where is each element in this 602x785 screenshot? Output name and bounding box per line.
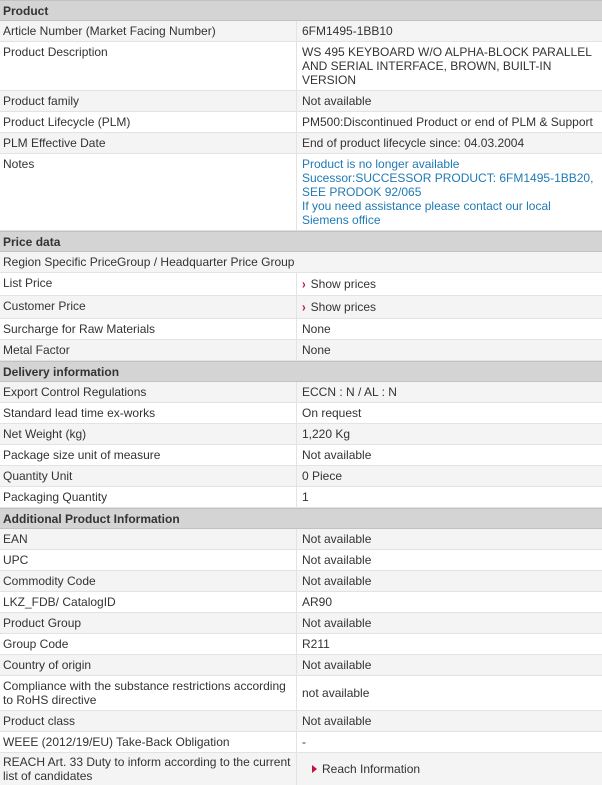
row-region-price-group bbox=[0, 252, 602, 273]
row-label: Product Lifecycle (PLM) bbox=[3, 115, 131, 129]
row-value: Not available bbox=[302, 94, 372, 108]
row-article-number bbox=[0, 21, 602, 42]
section-title: Product bbox=[3, 4, 49, 18]
row-list-price bbox=[0, 273, 602, 296]
row-value: PM500:Discontinued Product or end of PLM & Support bbox=[302, 115, 593, 129]
row-net-weight bbox=[0, 424, 602, 445]
row-export-control bbox=[0, 382, 602, 403]
row-product-description bbox=[0, 42, 602, 91]
row-lead-time bbox=[0, 403, 602, 424]
row-customer-price bbox=[0, 296, 602, 319]
row-label: Country of origin bbox=[3, 658, 92, 672]
row-label: WEEE (2012/19/EU) Take-Back Obligation bbox=[3, 735, 230, 749]
row-product-class bbox=[0, 711, 602, 732]
row-value: AR90 bbox=[302, 595, 333, 609]
row-product-family bbox=[0, 91, 602, 112]
row-value: None bbox=[302, 343, 331, 357]
notes-line-assistance: If you need assistance please contact our local Siemens office bbox=[302, 199, 551, 227]
row-plm-date bbox=[0, 133, 602, 154]
row-label: Surcharge for Raw Materials bbox=[3, 322, 156, 336]
row-label: Product Description bbox=[3, 45, 108, 59]
row-value: WS 495 KEYBOARD W/O ALPHA-BLOCK PARALLEL AND SERIAL INTERFACE, BROWN, BUILT-IN VERSION bbox=[302, 45, 592, 87]
row-value: Not available bbox=[302, 616, 372, 630]
section-header-delivery bbox=[0, 361, 602, 382]
row-value: R211 bbox=[302, 637, 330, 651]
row-quantity-unit bbox=[0, 466, 602, 487]
row-weee bbox=[0, 732, 602, 753]
notes-line-successor: Sucessor:SUCCESSOR PRODUCT: 6FM1495-1BB20, SEE PRODOK 92/065 bbox=[302, 171, 594, 199]
row-reach bbox=[0, 753, 602, 785]
row-value: 1,220 Kg bbox=[302, 427, 351, 441]
row-label: Packaging Quantity bbox=[3, 490, 108, 504]
row-notes bbox=[0, 154, 602, 231]
row-value: 6FM1495-1BB10 bbox=[302, 24, 393, 38]
row-value: Not available bbox=[302, 448, 372, 462]
row-metal-factor bbox=[0, 340, 602, 361]
row-label: Product family bbox=[3, 94, 80, 108]
row-value: Not available bbox=[302, 658, 372, 672]
row-label: Customer Price bbox=[3, 299, 86, 313]
row-surcharge bbox=[0, 319, 602, 340]
row-label: LKZ_FDB/ CatalogID bbox=[3, 595, 116, 609]
row-label: Notes bbox=[3, 157, 35, 171]
row-label: Export Control Regulations bbox=[3, 385, 147, 399]
row-label: Product class bbox=[3, 714, 76, 728]
row-label: Standard lead time ex-works bbox=[3, 406, 156, 420]
row-label: Product Group bbox=[3, 616, 82, 630]
row-product-group bbox=[0, 613, 602, 634]
row-value: On request bbox=[302, 406, 362, 420]
row-ean bbox=[0, 529, 602, 550]
row-value: Not available bbox=[302, 553, 372, 567]
notes-line-unavailable: Product is no longer available bbox=[302, 157, 460, 171]
list-price-show-prices-link[interactable] bbox=[302, 277, 600, 292]
row-label: List Price bbox=[3, 276, 53, 290]
section-title: Delivery information bbox=[3, 365, 120, 379]
row-value: None bbox=[302, 322, 331, 336]
row-value: ECCN : N / AL : N bbox=[302, 385, 397, 399]
link-label: Show prices bbox=[310, 300, 377, 314]
section-title: Price data bbox=[3, 235, 61, 249]
row-label: Metal Factor bbox=[3, 343, 70, 357]
row-label: Group Code bbox=[3, 637, 69, 651]
row-label: PLM Effective Date bbox=[3, 136, 106, 150]
chevron-right-icon: › bbox=[302, 278, 306, 292]
row-packaging-quantity bbox=[0, 487, 602, 508]
row-label: REACH Art. 33 Duty to inform according to the current list of candidates bbox=[3, 755, 291, 783]
row-value: Not available bbox=[302, 714, 372, 728]
link-label: Show prices bbox=[310, 277, 377, 291]
customer-price-show-prices-link[interactable] bbox=[302, 300, 600, 315]
row-commodity-code bbox=[0, 571, 602, 592]
row-label: Compliance with the substance restrictions according to RoHS directive bbox=[3, 679, 286, 707]
row-value: 1 bbox=[302, 490, 309, 504]
reach-information-link[interactable] bbox=[312, 762, 602, 776]
row-rohs-compliance bbox=[0, 676, 602, 711]
row-label: Net Weight (kg) bbox=[3, 427, 87, 441]
row-value: - bbox=[302, 735, 306, 749]
link-label: Reach Information bbox=[322, 762, 421, 776]
row-value: not available bbox=[302, 686, 370, 700]
triangle-right-icon bbox=[312, 765, 317, 773]
section-header-product bbox=[0, 0, 602, 21]
row-label: UPC bbox=[3, 553, 29, 567]
section-header-price bbox=[0, 231, 602, 252]
row-value: Not available bbox=[302, 574, 372, 588]
row-label: Article Number (Market Facing Number) bbox=[3, 24, 216, 38]
row-label: Commodity Code bbox=[3, 574, 96, 588]
row-package-size bbox=[0, 445, 602, 466]
notes-content bbox=[302, 157, 600, 227]
row-label: Package size unit of measure bbox=[3, 448, 161, 462]
row-value: Not available bbox=[302, 532, 372, 546]
section-title: Additional Product Information bbox=[3, 512, 180, 526]
row-value: End of product lifecycle since: 04.03.2004 bbox=[302, 136, 525, 150]
chevron-right-icon: › bbox=[302, 301, 306, 315]
row-group-code bbox=[0, 634, 602, 655]
row-upc bbox=[0, 550, 602, 571]
row-product-lifecycle bbox=[0, 112, 602, 133]
row-label: Quantity Unit bbox=[3, 469, 73, 483]
row-country-of-origin bbox=[0, 655, 602, 676]
row-catalog-id bbox=[0, 592, 602, 613]
row-label: EAN bbox=[3, 532, 28, 546]
section-header-additional bbox=[0, 508, 602, 529]
row-value: 0 Piece bbox=[302, 469, 343, 483]
row-label: Region Specific PriceGroup / Headquarter Price Group bbox=[3, 255, 295, 269]
